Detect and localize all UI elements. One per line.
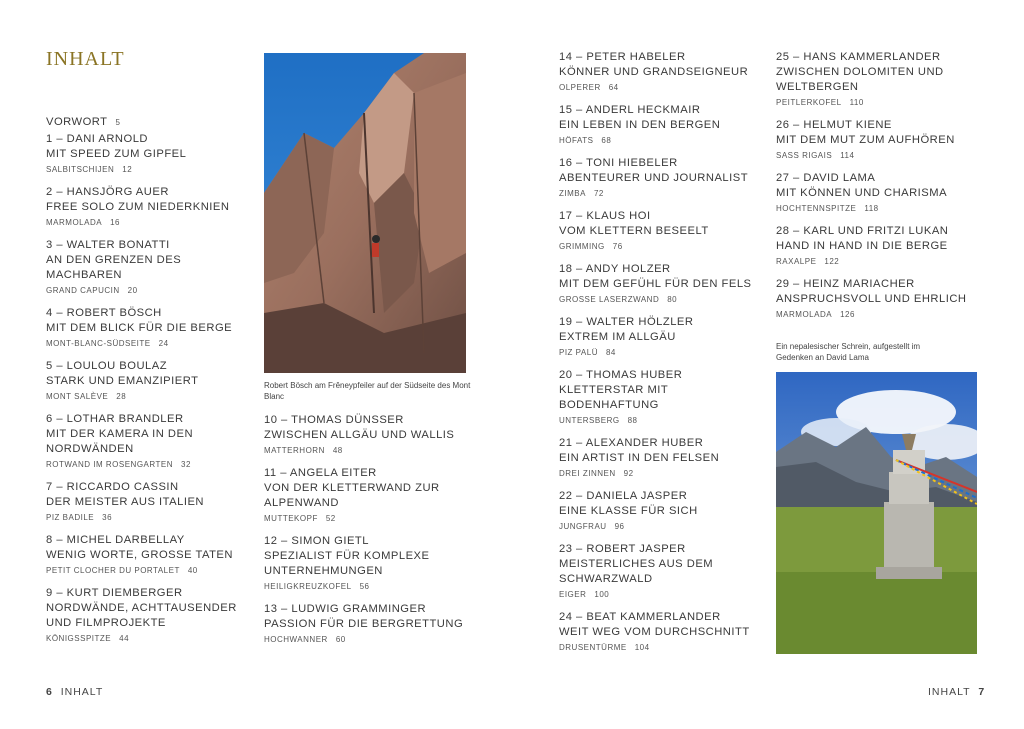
entry-name: 19 – WALTER HÖLZLER	[559, 316, 694, 328]
entry-name: 7 – RICCARDO CASSIN	[46, 481, 179, 493]
entry-page-number: 40	[187, 566, 198, 575]
toc-entry[interactable]	[264, 534, 469, 593]
entry-subtitle: PASSION FÜR DIE BERGRETTUNG	[264, 618, 464, 630]
entry-name: 20 – THOMAS HUBER	[559, 369, 683, 381]
toc-entry[interactable]	[46, 238, 251, 297]
entry-meta	[559, 82, 759, 94]
entry-page-number: 36	[102, 513, 113, 522]
toc-entry[interactable]	[46, 533, 251, 577]
entry-page-number: 52	[325, 514, 336, 523]
entry-meta	[264, 513, 469, 525]
entry-meta	[559, 468, 759, 480]
toc-column-4	[776, 50, 981, 330]
entry-place: ROTWAND IM ROSENGARTEN	[46, 460, 174, 469]
entry-subtitle: MIT SPEED ZUM GIPFEL	[46, 148, 187, 160]
entry-name: 29 – HEINZ MARIACHER	[776, 278, 915, 290]
entry-name: 4 – ROBERT BÖSCH	[46, 307, 162, 319]
toc-column-2	[264, 413, 469, 655]
entry-meta	[559, 415, 759, 427]
vorwort-label: VORWORT	[46, 116, 108, 128]
toc-entry[interactable]	[264, 466, 469, 525]
toc-entry[interactable]	[559, 315, 759, 359]
entry-page-number: 104	[634, 643, 650, 652]
entry-name: 23 – ROBERT JASPER	[559, 543, 686, 555]
toc-entry[interactable]	[559, 489, 759, 533]
entry-subtitle: MIT KÖNNEN UND CHARISMA	[776, 187, 948, 199]
entry-place: MARMOLADA	[46, 218, 103, 227]
entry-place: MONT-BLANC-SÜDSEITE	[46, 339, 151, 348]
entry-page-number: 44	[119, 634, 130, 643]
footer-right	[928, 686, 985, 698]
entry-meta	[264, 581, 469, 593]
toc-entry[interactable]	[776, 50, 981, 109]
entry-page-number: 72	[593, 189, 604, 198]
toc-entry[interactable]	[776, 224, 981, 268]
entry-name: 14 – PETER HABELER	[559, 51, 686, 63]
entry-name: 24 – BEAT KAMMERLANDER	[559, 611, 721, 623]
toc-entry[interactable]	[559, 50, 759, 94]
entry-page-number: 48	[332, 446, 343, 455]
toc-entry-vorwort	[46, 116, 251, 128]
entry-meta	[559, 347, 759, 359]
toc-entry[interactable]	[46, 586, 251, 645]
entry-meta	[46, 512, 251, 524]
toc-entry[interactable]	[264, 413, 469, 457]
entry-meta	[776, 309, 981, 321]
entry-page-number: 100	[594, 590, 610, 599]
entry-page-number: 32	[181, 460, 191, 469]
entry-page-number: 80	[667, 295, 678, 304]
entry-page-number: 92	[623, 469, 634, 478]
entry-subtitle: WENIG WORTE, GROSSE TATEN	[46, 549, 233, 561]
entry-name: 15 – ANDERL HECKMAIR	[559, 104, 701, 116]
entry-page-number: 76	[612, 242, 623, 251]
entry-place: HOCHTENNSPITZE	[776, 204, 857, 213]
entry-name: 27 – DAVID LAMA	[776, 172, 876, 184]
entry-meta	[46, 391, 251, 403]
entry-meta	[46, 338, 251, 350]
entry-subtitle: KLETTERSTAR MIT BODENHAFTUNG	[559, 384, 669, 411]
entry-name: 8 – MICHEL DARBELLAY	[46, 534, 185, 546]
entry-name: 5 – LOULOU BOULAZ	[46, 360, 168, 372]
entry-meta	[776, 256, 981, 268]
toc-column-3	[559, 50, 759, 663]
entry-subtitle: EXTREM IM ALLGÄU	[559, 331, 676, 343]
entry-place: PEITLERKOFEL	[776, 98, 842, 107]
entry-place: DREI ZINNEN	[559, 469, 616, 478]
entry-place: GROSSE LASERZWAND	[559, 295, 660, 304]
entry-page-number: 84	[605, 348, 616, 357]
toc-column-1	[46, 116, 251, 654]
entry-meta	[46, 164, 251, 176]
entry-page-number: 68	[601, 136, 612, 145]
entry-place: PIZ BADILE	[46, 513, 95, 522]
entry-place: OLPERER	[559, 83, 601, 92]
entry-name: 26 – HELMUT KIENE	[776, 119, 892, 131]
entry-place: PIZ PALÜ	[559, 348, 598, 357]
footer-left	[46, 686, 103, 698]
entry-meta	[46, 633, 251, 645]
toc-entry[interactable]	[559, 436, 759, 480]
entry-name: 17 – KLAUS HOI	[559, 210, 651, 222]
entry-place: SASS RIGAIS	[776, 151, 833, 160]
entry-place: SALBITSCHIJEN	[46, 165, 115, 174]
entry-subtitle: ANSPRUCHSVOLL UND EHRLICH	[776, 293, 967, 305]
entry-page-number: 16	[110, 218, 120, 227]
entry-page-number: 20	[127, 286, 138, 295]
entry-place: PETIT CLOCHER DU PORTALET	[46, 566, 180, 575]
toc-entry[interactable]	[264, 602, 469, 646]
entry-page-number: 96	[614, 522, 625, 531]
entry-name: 3 – WALTER BONATTI	[46, 239, 170, 251]
entry-subtitle: MEISTERLICHES AUS DEM SCHWARZWALD	[559, 558, 714, 585]
entry-name: 12 – SIMON GIETL	[264, 535, 369, 547]
toc-entry[interactable]	[776, 118, 981, 162]
entry-place: HEILIGKREUZKOFEL	[264, 582, 352, 591]
footer-right-label: INHALT	[928, 686, 971, 698]
toc-entry[interactable]	[46, 132, 251, 176]
entry-page-number: 114	[840, 151, 855, 160]
entry-subtitle: HAND IN HAND IN DIE BERGE	[776, 240, 948, 252]
entry-place: JUNGFRAU	[559, 522, 607, 531]
entry-subtitle: VON DER KLETTERWAND ZUR ALPENWAND	[264, 482, 440, 509]
entry-name: 18 – ANDY HOLZER	[559, 263, 671, 275]
entry-meta	[776, 150, 981, 162]
entry-meta	[559, 589, 759, 601]
vorwort-page: 5	[115, 118, 121, 127]
entry-subtitle: NORDWÄNDE, ACHTTAUSENDER UND FILMPROJEKTE	[46, 602, 237, 629]
entry-subtitle: SPEZIALIST FÜR KOMPLEXE UNTERNEHMUNGEN	[264, 550, 430, 577]
entry-page-number: 110	[849, 98, 864, 107]
toc-entry[interactable]	[46, 480, 251, 524]
entry-name: 22 – DANIELA JASPER	[559, 490, 688, 502]
entry-name: 2 – HANSJÖRG AUER	[46, 186, 169, 198]
entry-place: MARMOLADA	[776, 310, 833, 319]
page-title: INHALT	[46, 48, 125, 70]
footer-right-page-number: 7	[978, 686, 986, 698]
entry-place: DRUSENTÜRME	[559, 643, 627, 652]
toc-entry[interactable]	[776, 277, 981, 321]
toc-entry[interactable]	[559, 209, 759, 253]
entry-name: 10 – THOMAS DÜNSSER	[264, 414, 404, 426]
entry-page-number: 28	[116, 392, 127, 401]
entry-meta	[46, 285, 251, 297]
entry-name: 1 – DANI ARNOLD	[46, 133, 149, 145]
photo2-caption: Ein nepalesischer Schrein, aufgestellt im Gedenken an David Lama	[776, 342, 921, 362]
entry-place: KÖNIGSSPITZE	[46, 634, 112, 643]
entry-page-number: 126	[840, 310, 855, 319]
entry-subtitle: EIN LEBEN IN DEN BERGEN	[559, 119, 721, 131]
entry-meta	[264, 445, 469, 457]
entry-meta	[776, 203, 981, 215]
entry-subtitle: ZWISCHEN ALLGÄU UND WALLIS	[264, 429, 455, 441]
entry-subtitle: STARK UND EMANZIPIERT	[46, 375, 199, 387]
entry-subtitle: MIT DEM MUT ZUM AUFHÖREN	[776, 134, 955, 146]
toc-entry[interactable]	[46, 306, 251, 350]
entry-subtitle: DER MEISTER AUS ITALIEN	[46, 496, 205, 508]
entry-place: GRAND CAPUCIN	[46, 286, 120, 295]
toc-entry[interactable]	[46, 412, 251, 471]
entry-name: 21 – ALEXANDER HUBER	[559, 437, 704, 449]
toc-entry[interactable]	[559, 262, 759, 306]
toc-entry[interactable]	[46, 359, 251, 403]
entry-name: 16 – TONI HIEBELER	[559, 157, 678, 169]
entry-meta	[559, 294, 759, 306]
entry-subtitle: MIT DER KAMERA IN DEN NORDWÄNDEN	[46, 428, 194, 455]
entry-subtitle: EIN ARTIST IN DEN FELSEN	[559, 452, 720, 464]
toc-entry[interactable]	[776, 171, 981, 215]
entry-subtitle: ABENTEURER UND JOURNALIST	[559, 172, 749, 184]
entry-meta	[559, 241, 759, 253]
entry-subtitle: FREE SOLO ZUM NIEDERKNIEN	[46, 201, 230, 213]
entry-subtitle: MIT DEM BLICK FÜR DIE BERGE	[46, 322, 233, 334]
entry-name: 13 – LUDWIG GRAMMINGER	[264, 603, 427, 615]
entry-name: 11 – ANGELA EITER	[264, 467, 377, 479]
entry-subtitle: MIT DEM GEFÜHL FÜR DEN FELS	[559, 278, 752, 290]
toc-entry[interactable]	[559, 103, 759, 147]
entry-place: UNTERSBERG	[559, 416, 620, 425]
entry-name: 28 – KARL UND FRITZI LUKAN	[776, 225, 949, 237]
entry-subtitle: ZWISCHEN DOLOMITEN UND WELTBERGEN	[776, 66, 944, 93]
entry-subtitle: KÖNNER UND GRANDSEIGNEUR	[559, 66, 749, 78]
entry-meta	[46, 565, 251, 577]
entry-subtitle: WEIT WEG VOM DURCHSCHNITT	[559, 626, 750, 638]
entry-place: EIGER	[559, 590, 587, 599]
entry-page-number: 12	[122, 165, 133, 174]
entry-page-number: 24	[158, 339, 169, 348]
toc-entry[interactable]	[46, 185, 251, 229]
entry-place: RAXALPE	[776, 257, 817, 266]
toc-entry[interactable]	[559, 368, 759, 427]
entry-page-number: 88	[627, 416, 638, 425]
entry-page-number: 118	[864, 204, 879, 213]
toc-entry[interactable]	[559, 542, 759, 601]
entry-page-number: 56	[359, 582, 370, 591]
entry-name: 6 – LOTHAR BRANDLER	[46, 413, 184, 425]
entry-name: 25 – HANS KAMMERLANDER	[776, 51, 941, 63]
toc-entry[interactable]	[559, 156, 759, 200]
shrine-photo	[776, 372, 977, 654]
entry-page-number: 122	[824, 257, 840, 266]
entry-meta	[559, 188, 759, 200]
entry-place: MONT SALÈVE	[46, 392, 109, 401]
toc-entry[interactable]	[559, 610, 759, 654]
climber-photo	[264, 53, 466, 373]
footer-left-page-number: 6	[46, 686, 53, 698]
entry-page-number: 60	[335, 635, 346, 644]
entry-place: MUTTEKOPF	[264, 514, 318, 523]
entry-place: HOCHWANNER	[264, 635, 328, 644]
entry-meta	[264, 634, 469, 646]
entry-meta	[559, 521, 759, 533]
footer-left-label: INHALT	[60, 686, 104, 698]
entry-subtitle: EINE KLASSE FÜR SICH	[559, 505, 698, 517]
entry-meta	[776, 97, 981, 109]
entry-subtitle: VOM KLETTERN BESEELT	[559, 225, 709, 237]
entry-name: 9 – KURT DIEMBERGER	[46, 587, 183, 599]
entry-meta	[46, 459, 251, 471]
entry-place: HÖFATS	[559, 136, 594, 145]
entry-page-number: 64	[608, 83, 619, 92]
entry-place: MATTERHORN	[264, 446, 325, 455]
entry-meta	[559, 135, 759, 147]
entry-meta	[559, 642, 759, 654]
entry-place: GRIMMING	[559, 242, 605, 251]
photo1-caption: Robert Bösch am Frêneypfeiler auf der Südseite des Mont Blanc	[264, 381, 471, 401]
entry-subtitle: AN DEN GRENZEN DES MACHBAREN	[46, 254, 182, 281]
entry-meta	[46, 217, 251, 229]
entry-place: ZIMBA	[559, 189, 586, 198]
